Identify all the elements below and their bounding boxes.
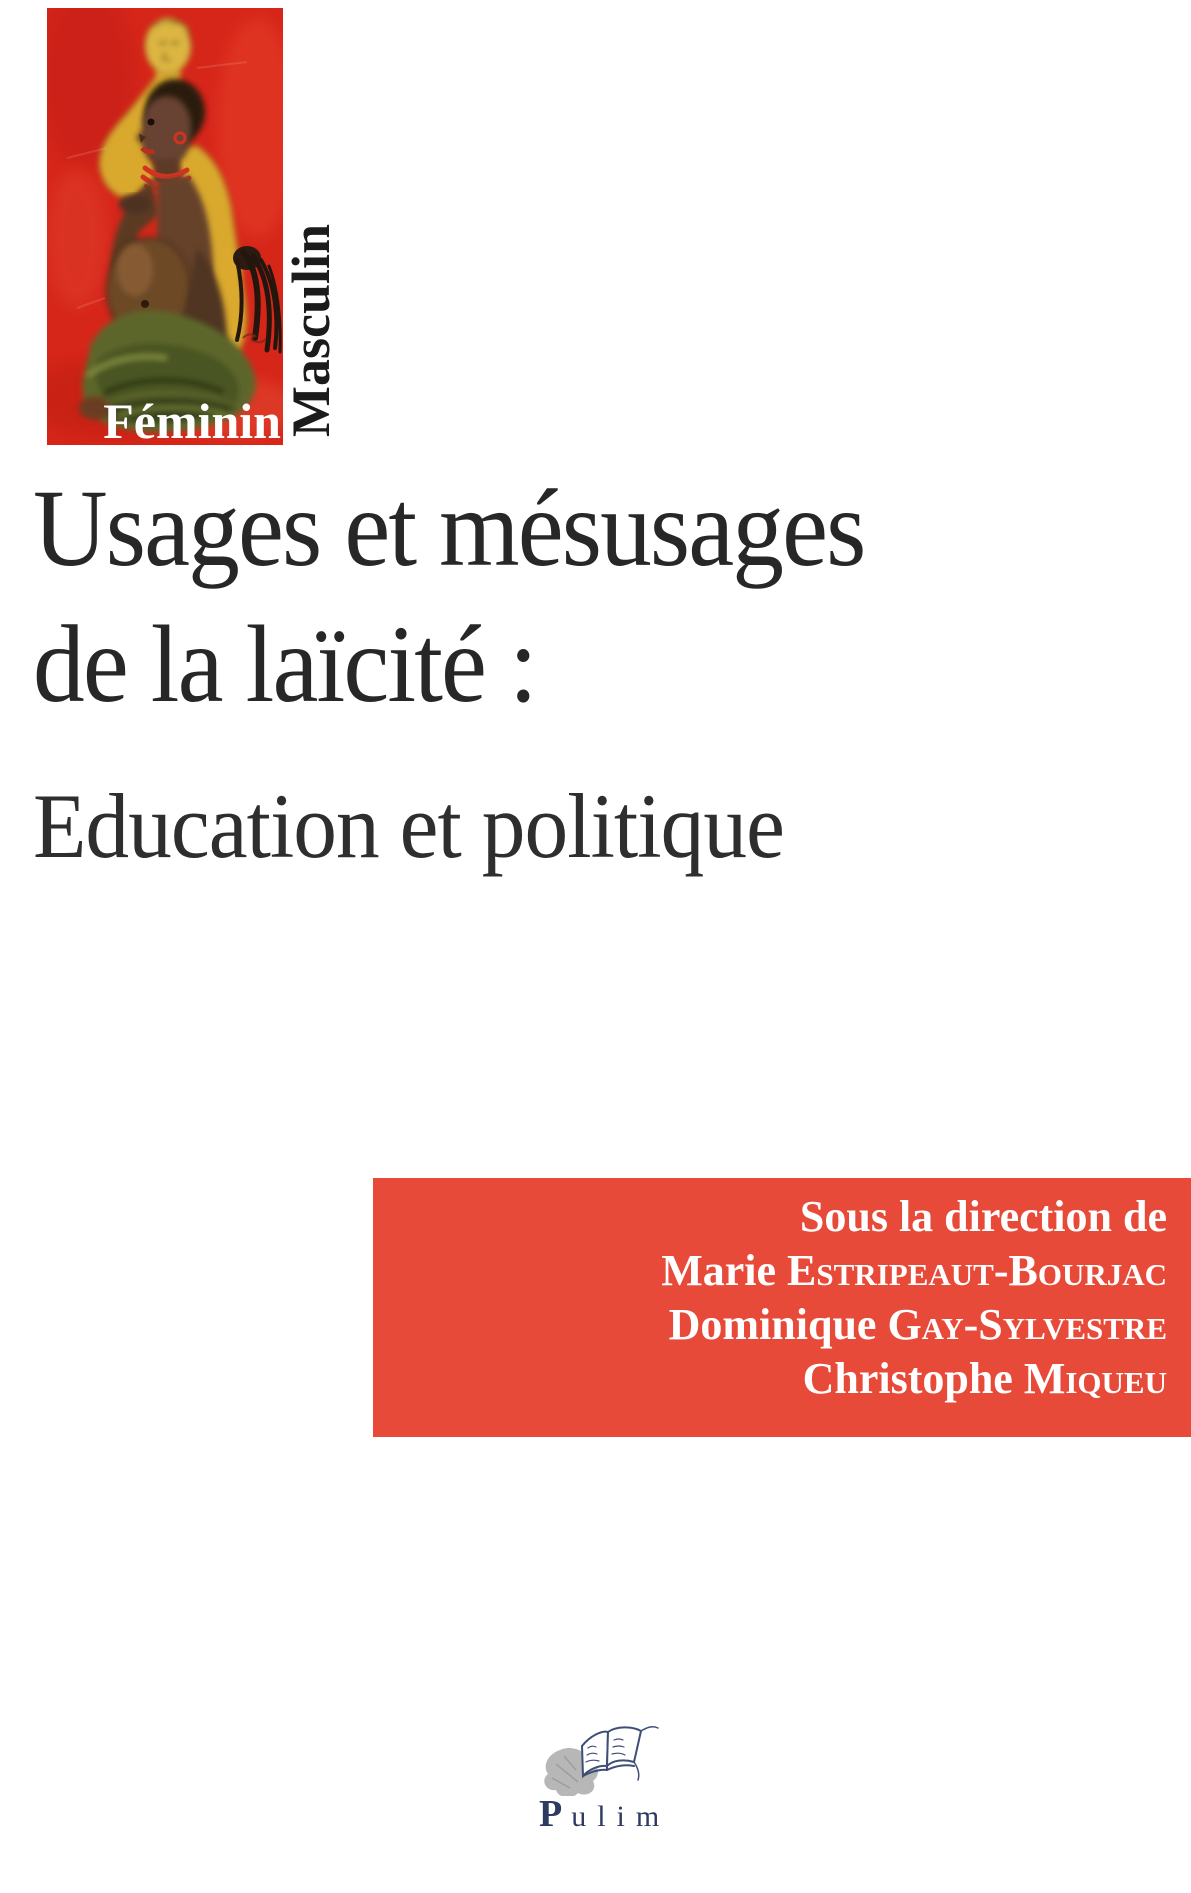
- editor-surname: Gay-Sylvestre: [887, 1300, 1167, 1349]
- editor-given-name: Christophe: [802, 1354, 1013, 1403]
- open-book-icon: [582, 1727, 658, 1780]
- credits-heading: Sous la direction de: [799, 1192, 1167, 1241]
- credits-box: [373, 1178, 1191, 1437]
- title-line-1: Usages et mésusages: [33, 467, 865, 589]
- book-title: [33, 460, 1105, 732]
- cover-painting-image: [47, 8, 283, 449]
- cover-artwork: [47, 8, 283, 449]
- editor-name: [373, 1244, 1167, 1298]
- quill-icon: [641, 1727, 658, 1731]
- editor-given-name: Dominique: [668, 1300, 877, 1349]
- publisher-wordmark: Pulim: [539, 1793, 671, 1835]
- editor-name: [373, 1352, 1167, 1406]
- editor-given-name: Marie: [661, 1246, 777, 1295]
- editor-name: [373, 1298, 1167, 1352]
- publisher-logo: [533, 1726, 671, 1835]
- title-line-2: de la laïcité :: [33, 603, 536, 725]
- masculin-label: Masculin: [281, 223, 341, 437]
- publisher-logo-icon: [538, 1726, 662, 1796]
- editor-surname: Estripeaut-Bourjac: [787, 1246, 1167, 1295]
- feminin-label: Féminin: [103, 393, 281, 449]
- editor-surname: Miqueu: [1023, 1354, 1167, 1403]
- book-subtitle: Education et politique: [33, 775, 784, 877]
